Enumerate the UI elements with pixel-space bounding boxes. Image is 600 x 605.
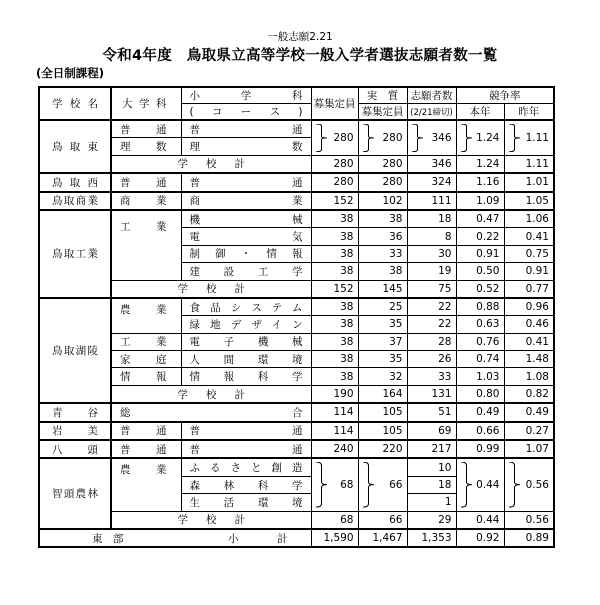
table-row	[39, 120, 554, 138]
capacity: 38	[311, 298, 358, 316]
capacity: 38	[311, 263, 358, 280]
brace-icon	[460, 462, 473, 507]
dept-name: 情報	[111, 368, 181, 385]
rate-previous: 1.07	[504, 440, 554, 458]
applicants: 324	[407, 173, 456, 191]
course-name: 人間環境	[181, 351, 311, 368]
rate-previous: 0.91	[504, 263, 554, 280]
total-actual-capacity: 66	[358, 511, 407, 529]
capacity: 38	[311, 316, 358, 333]
table-row	[39, 351, 554, 368]
brace-icon	[315, 462, 328, 507]
capacity: 38	[311, 228, 358, 245]
summary-row	[39, 529, 554, 547]
dept-name: 工業	[111, 210, 181, 280]
total-capacity: 68	[311, 511, 358, 529]
dept-name: 家庭	[111, 351, 181, 368]
applicants-value: 346	[431, 131, 452, 144]
dept-name: 総合	[111, 403, 311, 421]
school-name: 岩美	[39, 422, 111, 440]
table-row	[39, 458, 554, 476]
school-name: 鳥取西	[39, 173, 111, 191]
school-total-row	[39, 155, 554, 173]
table-row	[39, 298, 554, 316]
rate-current-value: 0.44	[476, 479, 500, 491]
table-row	[39, 173, 554, 191]
capacity: 38	[311, 368, 358, 385]
rate-current-value: 1.24	[476, 131, 500, 144]
total-label: 学校計	[111, 385, 311, 403]
applicants: 22	[407, 316, 456, 333]
applicants: 1	[407, 494, 456, 511]
applicants: 22	[407, 298, 456, 316]
rate-previous-combined	[504, 458, 554, 511]
school-name: 鳥取工業	[39, 210, 111, 298]
total-actual-capacity: 164	[358, 385, 407, 403]
applicants: 69	[407, 422, 456, 440]
applicants: 51	[407, 403, 456, 421]
header-rate-previous: 昨年	[504, 104, 554, 121]
total-label: 学校計	[111, 511, 311, 529]
actual-capacity: 38	[358, 263, 407, 280]
rate-previous-value: 0.56	[525, 479, 549, 491]
rate-previous: 1.08	[504, 368, 554, 385]
course-name: 電気	[181, 228, 311, 245]
total-label: 学校計	[111, 280, 311, 298]
total-actual-capacity: 145	[358, 280, 407, 298]
applicants: 18	[407, 210, 456, 228]
table-row	[39, 210, 554, 228]
header-applicants-deadline: (2/21締切)	[407, 104, 456, 121]
actual-capacity: 25	[358, 298, 407, 316]
dept-name: 商業	[111, 192, 181, 210]
rate-current: 0.63	[456, 316, 504, 333]
course-name: 森林科学	[181, 476, 311, 493]
brace-icon	[460, 124, 473, 152]
dept-name: 農業	[111, 298, 181, 333]
capacity: 240	[311, 440, 358, 458]
actual-capacity: 35	[358, 351, 407, 368]
rate-previous: 0.75	[504, 245, 554, 262]
table-row	[39, 333, 554, 350]
school-name: 鳥取湖陵	[39, 298, 111, 403]
actual-capacity: 32	[358, 368, 407, 385]
course-name: 建設工学	[181, 263, 311, 280]
dept-name: 工業	[111, 333, 181, 350]
course-name: 普通	[181, 120, 311, 138]
school-name: 青谷	[39, 403, 111, 421]
brace-icon	[362, 124, 375, 152]
page-title: 令和4年度 鳥取県立高等学校一般入学者選抜志願者数一覧	[102, 48, 498, 64]
summary-actual-capacity: 1,467	[358, 529, 407, 547]
table-row	[39, 422, 554, 440]
brace-icon	[315, 124, 328, 152]
total-rate-previous: 0.56	[504, 511, 554, 529]
brace-icon	[508, 462, 521, 507]
table-row	[39, 368, 554, 385]
applicants: 33	[407, 368, 456, 385]
course-name: ふるさと創造	[181, 458, 311, 476]
dept-name: 普通	[111, 120, 181, 138]
header-rate-current: 本年	[456, 104, 504, 121]
summary-rate-current: 0.92	[456, 529, 504, 547]
header-rate: 競争率	[456, 87, 554, 104]
total-applicants: 75	[407, 280, 456, 298]
header-course-sub: ( コ ー ス )	[181, 104, 311, 121]
rate-previous: 0.46	[504, 316, 554, 333]
applicants-table	[38, 86, 555, 548]
total-rate-current: 0.80	[456, 385, 504, 403]
rate-current: 0.76	[456, 333, 504, 350]
applicants: 19	[407, 263, 456, 280]
school-name: 鳥取東	[39, 120, 111, 173]
dept-name: 普通	[111, 422, 181, 440]
rate-previous: 1.01	[504, 173, 554, 191]
capacity: 38	[311, 210, 358, 228]
actual-capacity: 33	[358, 245, 407, 262]
summary-subtotal: 小 計	[228, 532, 302, 545]
rate-previous: 1.06	[504, 210, 554, 228]
rate-current: 0.74	[456, 351, 504, 368]
rate-current: 0.99	[456, 440, 504, 458]
capacity: 152	[311, 192, 358, 210]
capacity: 38	[311, 351, 358, 368]
school-name: 智頭農林	[39, 458, 111, 529]
rate-current-combined	[456, 458, 504, 511]
total-rate-current: 0.52	[456, 280, 504, 298]
actual-capacity: 220	[358, 440, 407, 458]
table-row	[39, 403, 554, 421]
school-total-row	[39, 385, 554, 403]
rate-current: 0.22	[456, 228, 504, 245]
total-label: 学校計	[111, 155, 311, 173]
applicants: 26	[407, 351, 456, 368]
header-actual-top: 実 質	[358, 87, 407, 104]
applicants: 111	[407, 192, 456, 210]
capacity-value: 68	[340, 479, 354, 491]
actual-capacity-combined	[358, 458, 407, 511]
total-capacity: 152	[311, 280, 358, 298]
actual-capacity: 38	[358, 210, 407, 228]
header-actual-bottom: 募集定員	[358, 104, 407, 121]
header-applicants: 志願者数	[407, 87, 456, 104]
summary-region: 東 部	[92, 532, 124, 545]
subtitle: 一般志願2.21	[267, 31, 333, 43]
course-name: 理数	[181, 138, 311, 155]
capacity: 114	[311, 403, 358, 421]
capacity-combined	[311, 458, 358, 511]
course-name: 普通	[181, 440, 311, 458]
school-total-row	[39, 511, 554, 529]
course-name: 電子機械	[181, 333, 311, 350]
rate-current: 0.66	[456, 422, 504, 440]
total-actual-capacity: 280	[358, 155, 407, 173]
course-name: 生活環境	[181, 494, 311, 511]
table-row	[39, 440, 554, 458]
capacity-value: 280	[333, 131, 354, 144]
applicants: 8	[407, 228, 456, 245]
actual-capacity: 280	[358, 173, 407, 191]
applicants: 10	[407, 458, 456, 476]
course-name: 緑地デザイン	[181, 316, 311, 333]
course-name: 普通	[181, 422, 311, 440]
total-capacity: 190	[311, 385, 358, 403]
rate-previous: 0.41	[504, 333, 554, 350]
actual-capacity: 102	[358, 192, 407, 210]
dept-name: 普通	[111, 440, 181, 458]
course-name: 情報科学	[181, 368, 311, 385]
rate-previous-combined	[504, 120, 554, 155]
course-type-label: (全日制課程)	[36, 66, 105, 80]
total-rate-previous: 1.11	[504, 155, 554, 173]
total-rate-previous: 0.77	[504, 280, 554, 298]
brace-icon	[508, 124, 521, 152]
applicants: 28	[407, 333, 456, 350]
course-name: 制御・情報	[181, 245, 311, 262]
school-name: 鳥取商業	[39, 192, 111, 210]
rate-previous: 1.05	[504, 192, 554, 210]
applicants: 217	[407, 440, 456, 458]
actual-capacity: 35	[358, 316, 407, 333]
actual-capacity-value: 66	[389, 479, 403, 491]
dept-name: 農業	[111, 458, 181, 511]
actual-capacity: 37	[358, 333, 407, 350]
rate-current: 0.49	[456, 403, 504, 421]
capacity: 38	[311, 245, 358, 262]
rate-previous: 0.96	[504, 298, 554, 316]
summary-applicants: 1,353	[407, 529, 456, 547]
capacity: 280	[311, 173, 358, 191]
school-name: 八頭	[39, 440, 111, 458]
actual-capacity: 36	[358, 228, 407, 245]
applicants: 30	[407, 245, 456, 262]
rate-previous: 0.41	[504, 228, 554, 245]
actual-capacity-combined	[358, 120, 407, 155]
rate-previous: 0.27	[504, 422, 554, 440]
capacity: 38	[311, 333, 358, 350]
rate-previous-value: 1.11	[525, 131, 549, 144]
course-name: 機械	[181, 210, 311, 228]
total-applicants: 131	[407, 385, 456, 403]
header-capacity: 募集定員	[311, 87, 358, 120]
course-name: 商業	[181, 192, 311, 210]
rate-current: 0.88	[456, 298, 504, 316]
header-course: 小 学 科	[181, 87, 311, 104]
dept-name: 普通	[111, 173, 181, 191]
rate-current: 1.03	[456, 368, 504, 385]
total-capacity: 280	[311, 155, 358, 173]
total-applicants: 29	[407, 511, 456, 529]
summary-label	[39, 529, 311, 547]
applicants-combined	[407, 120, 456, 155]
total-rate-current: 1.24	[456, 155, 504, 173]
rate-current: 0.50	[456, 263, 504, 280]
total-applicants: 346	[407, 155, 456, 173]
capacity: 114	[311, 422, 358, 440]
header-dept: 大学科	[111, 87, 181, 120]
actual-capacity-value: 280	[382, 131, 403, 144]
header-school: 学校名	[39, 87, 111, 120]
rate-current: 1.16	[456, 173, 504, 191]
summary-rate-previous: 0.89	[504, 529, 554, 547]
rate-previous: 0.49	[504, 403, 554, 421]
summary-capacity: 1,590	[311, 529, 358, 547]
actual-capacity: 105	[358, 403, 407, 421]
capacity-combined	[311, 120, 358, 155]
rate-current: 1.09	[456, 192, 504, 210]
rate-previous: 1.48	[504, 351, 554, 368]
actual-capacity: 105	[358, 422, 407, 440]
course-name: 普通	[181, 173, 311, 191]
applicants: 18	[407, 476, 456, 493]
rate-current: 0.91	[456, 245, 504, 262]
rate-current-combined	[456, 120, 504, 155]
total-rate-current: 0.44	[456, 511, 504, 529]
course-name: 食品システム	[181, 298, 311, 316]
dept-name: 理数	[111, 138, 181, 155]
table-row	[39, 192, 554, 210]
brace-icon	[362, 462, 375, 507]
brace-icon	[411, 124, 424, 152]
total-rate-previous: 0.82	[504, 385, 554, 403]
rate-current: 0.47	[456, 210, 504, 228]
school-total-row	[39, 280, 554, 298]
